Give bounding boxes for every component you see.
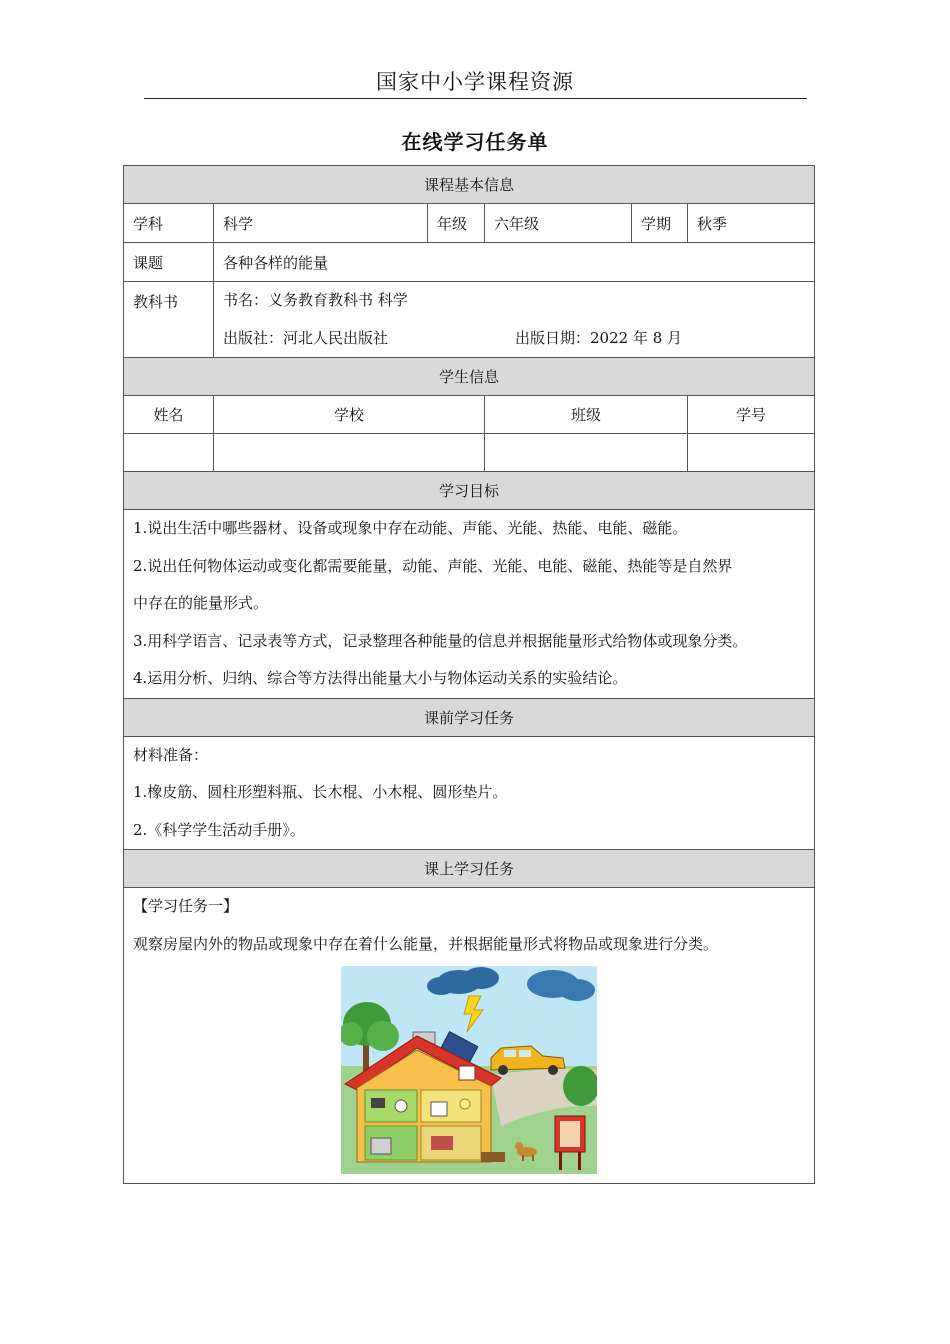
section-student-info: 学生信息 bbox=[124, 358, 815, 396]
header-divider bbox=[144, 98, 807, 99]
col-name: 姓名 bbox=[124, 396, 214, 434]
grade-value: 六年级 bbox=[485, 204, 632, 243]
student-id-field[interactable] bbox=[688, 434, 815, 472]
header-title: 国家中小学课程资源 bbox=[376, 70, 574, 94]
goals-content bbox=[124, 510, 815, 699]
school-field[interactable] bbox=[214, 434, 485, 472]
publish-date: 出版日期：2022 年 8 月 bbox=[515, 328, 683, 347]
goal-item: 1.说出生活中哪些器材、设备或现象中存在动能、声能、光能、热能、电能、磁能。 bbox=[133, 519, 688, 537]
col-school: 学校 bbox=[214, 396, 485, 434]
term-value: 秋季 bbox=[688, 204, 815, 243]
section-in-class: 课上学习任务 bbox=[124, 850, 815, 888]
goal-item: 中存在的能量形式。 bbox=[133, 594, 269, 612]
col-student-id: 学号 bbox=[688, 396, 815, 434]
publisher: 出版社：河北人民出版社 bbox=[223, 328, 389, 347]
in-class-content bbox=[124, 888, 815, 1184]
subject-value: 科学 bbox=[214, 204, 428, 243]
section-course-info: 课程基本信息 bbox=[124, 166, 815, 204]
textbook-label: 教科书 bbox=[124, 282, 214, 358]
house-scene-image bbox=[341, 966, 597, 1174]
section-goals: 学习目标 bbox=[124, 472, 815, 510]
book-name: 书名：义务教育教科书 科学 bbox=[223, 291, 408, 309]
pre-class-content bbox=[124, 736, 815, 850]
task-one-text: 观察房屋内外的物品或现象中存在着什么能量，并根据能量形式将物品或现象进行分类。 bbox=[133, 934, 719, 953]
publisher-line bbox=[223, 320, 805, 358]
grade-label: 年级 bbox=[428, 204, 485, 243]
pre-class-item: 2.《科学学生活动手册》。 bbox=[133, 820, 305, 839]
term-label: 学期 bbox=[632, 204, 688, 243]
topic-value: 各种各样的能量 bbox=[214, 243, 815, 282]
topic-label: 课题 bbox=[124, 243, 214, 282]
pre-class-item: 材料准备： bbox=[133, 745, 209, 764]
class-field[interactable] bbox=[485, 434, 688, 472]
section-pre-class: 课前学习任务 bbox=[124, 698, 815, 736]
house-illustration bbox=[133, 963, 805, 1183]
goal-item: 4.运用分析、归纳、综合等方法得出能量大小与物体运动关系的实验结论。 bbox=[133, 669, 628, 687]
task-one-title: 【学习任务一】 bbox=[133, 897, 239, 915]
textbook-info bbox=[214, 282, 815, 358]
name-field[interactable] bbox=[124, 434, 214, 472]
goal-item: 3.用科学语言、记录表等方式，记录整理各种能量的信息并根据能量形式给物体或现象分类。 bbox=[133, 631, 748, 650]
col-class: 班级 bbox=[485, 396, 688, 434]
document-title: 在线学习任务单 bbox=[401, 130, 549, 154]
pre-class-item: 1.橡皮筋、圆柱形塑料瓶、长木棍、小木棍、圆形垫片。 bbox=[133, 783, 508, 801]
goal-item: 2.说出任何物体运动或变化都需要能量，动能、声能、光能、电能、磁能、热能等是自然界 bbox=[133, 556, 733, 575]
subject-label: 学科 bbox=[124, 204, 214, 243]
task-sheet-table bbox=[123, 165, 815, 1184]
